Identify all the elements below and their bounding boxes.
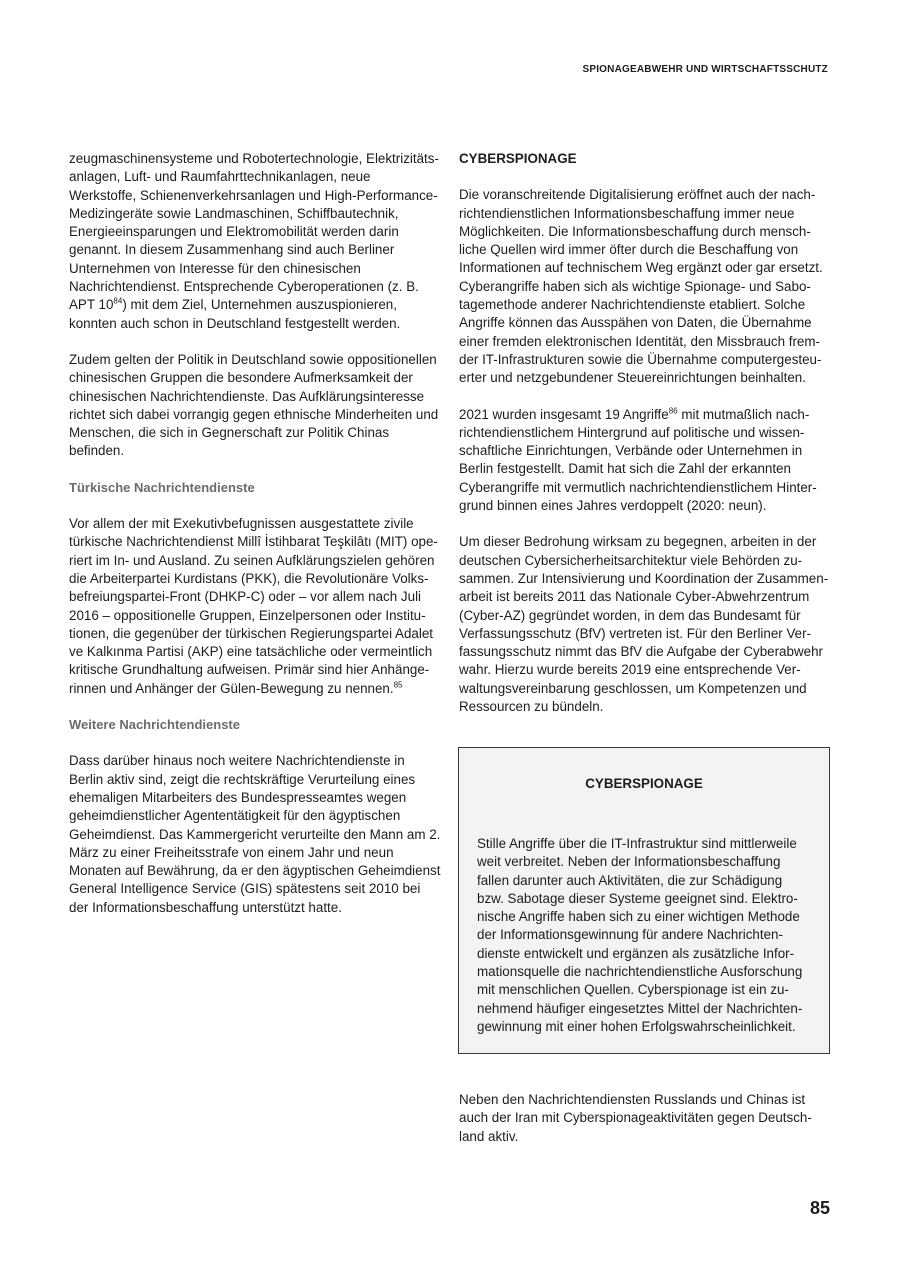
paragraph-cyber-defence: Um dieser Bedrohung wirksam zu begegnen, arbeiten in der deutschen Cybersicherheitsarchitektur viele Behörden zusammen. Zur Intensivierung und Koordination der Zusammenarbeit ist bereits 2011 das Nationale Cyber-Abwehrzentrum (Cyber-AZ) gegründet worden, in dem das Bundesamt für Verfassungsschutz (BfV) vertreten ist. Für den Berliner Verfassungsschutz nimmt das BfV die Aufgabe der Cyberabwehr wahr. Hierzu wurde bereits 2019 eine entsprechende Verwaltungsvereinbarung geschlossen, um Kompetenzen und Ressourcen zu bündeln. (459, 534, 829, 715)
section-title-cyberspionage: CYBERSPIONAGE (459, 151, 577, 166)
footnote-ref-86[interactable]: 86 (668, 406, 678, 416)
paragraph-attacks-2021: 2021 wurden insgesamt 19 Angriffe$^{86}$ mit mutmaßlich nachrichtendienstlichem Hintergrund auf politische und wissenschaftliche Einrichtungen, Verbände oder Unternehmen in Berlin festgestellt. Damit hat sich die Zahl der erkannten Cyberangriffe mit vermutlich nachrichtendienstlichem Hintergrund binnen eines Jahres verdoppelt (2020: neun). (459, 406, 817, 514)
paragraph-other-services: Dass darüber hinaus noch weitere Nachrichtendienste in Berlin aktiv sind, zeigt die rechtskräftige Verurteilung eines ehemaligen Mitarbeiters des Bundespresseamtes wegen geheimdienstlicher Agententätigkeit für den ägyptischen Geheimdienst. Das Kammergericht verurteilte den Mann am 2. März zu einer Freiheitsstrafe von einem Jahr und neun Monaten auf Bewährung, da er den ägyptischen Geheimdienst General Intelligence Service (GIS) spätestens seit 2010 bei der Informationsbeschaffung unterstützt hatte. (69, 753, 441, 915)
footnote-ref-85[interactable]: 85 (393, 680, 403, 690)
paragraph-digitalisation: Die voranschreitende Digitalisierung eröffnet auch der nachrichtendienstlichen Informationsbeschaffung immer neue Möglichkeiten. Die Informationsbeschaffung durch menschliche Quellen wird immer öfter durch die Beschaffung von Informationen auf technischem Weg ergänzt oder gar ersetzt. Cyberangriffe haben sich als wichtige Spionage- und Sabotagemethode anderer Nachrichtendienste etabliert. Solche Angriffe können das Ausspähen von Daten, die Übernahme einer fremden elektronischen Identität, den Missbrauch fremder IT-Infrastrukturen sowie die Übernahme computergesteuerter und netzgebundener Steuereinrichtungen beinhalten. (459, 187, 823, 386)
right-column (459, 150, 831, 716)
infobox-title: CYBERSPIONAGE (585, 776, 703, 791)
infobox-cyberspionage (458, 747, 830, 1054)
paragraph-iran: Neben den Nachrichtendiensten Russlands und Chinas ist auch der Iran mit Cyberspionageaktivitäten gegen Deutschland aktiv. (459, 1092, 812, 1144)
paragraph-china-sectors: zeugmaschinensysteme und Robotertechnologie, Elektrizitätsanlagen, Luft- und Raumfahrttechnikanlagen, neue Werkstoffe, Schienenverkehrsanlagen und High-Performance-Medizingeräte sowie Landmaschinen, Schiffbautechnik, Energieeinsparungen und Elektromobilität werden darin genannt. In diesem Zusammenhang sind auch Berliner Unternehmen von Interesse für den chinesischen Nachrichtendienst. Entsprechende Cyberoperationen (z. B. APT $10^{84}$) mit dem Ziel, Unternehmen auszuspionieren, konnten auch schon in Deutschland festgestellt werden. (69, 151, 439, 331)
subheading-other-services: Weitere Nachrichtendienste (69, 717, 240, 733)
footnote-ref-84[interactable]: 84 (113, 296, 123, 306)
page-number: 85 (809, 1198, 830, 1218)
paragraph-china-politics: Zudem gelten der Politik in Deutschland sowie oppositionellen chinesischen Gruppen die besondere Aufmerksamkeit der chinesischen Nachrichtendienste. Das Aufklärungsinteresse richtet sich dabei vorrangig gegen ethnische Minderheiten und Menschen, die sich in Gegnerschaft zur Politik Chinas befinden. (69, 351, 439, 459)
left-column (69, 150, 441, 917)
subheading-turkish-services: Türkische Nachrichtendienste (69, 479, 255, 495)
paragraph-turkish-services: Vor allem der mit Exekutivbefugnissen ausgestattete zivile türkische Nachrichtendienst Millî İstihbarat Teşkilâtı (MIT) operiert im In- und Ausland. Zu seinen Aufklärungszielen gehören die Arbeiterpartei Kurdistans (PKK), die Revolutionäre Volksbefreiungspartei-Front (DHKP-C) oder – vor allem nach Juli 2016 – oppositionelle Gruppen, Einzelpersonen oder Institutionen, die gegenüber der türkischen Regierungspartei Adalet ve Kalkınma Partisi (AKP) eine tatsächliche oder vermeintlich kritische Grundhaltung aufweisen. Primär sind hier Anhängerinnen und Anhänger der Gülen-Bewegung zu nennen.$^{85}$ (69, 516, 438, 696)
infobox-text: Stille Angriffe über die IT-Infrastruktur sind mittlerweile weit verbreitet. Neben der Informationsbeschaffung fallen darunter auch Aktivitäten, die zur Schädigung bzw. Sabotage dieser Systeme geeignet sind. Elektronische Angriffe haben sich zu einer wichtigen Methode der Informationsgewinnung für andere Nachrichtendienste entwickelt und ergänzen als zusätzliche Informationsquelle die nachrichtendienstliche Ausforschung mit menschlichen Quellen. Cyberspionage ist ein zunehmend häufiger eingesetztes Mittel der Nachrichtengewinnung mit einer hohen Erfolgswahrscheinlichkeit. (477, 836, 803, 1034)
running-header: SPIONAGEABWEHR UND WIRTSCHAFTSSCHUTZ (582, 64, 828, 75)
